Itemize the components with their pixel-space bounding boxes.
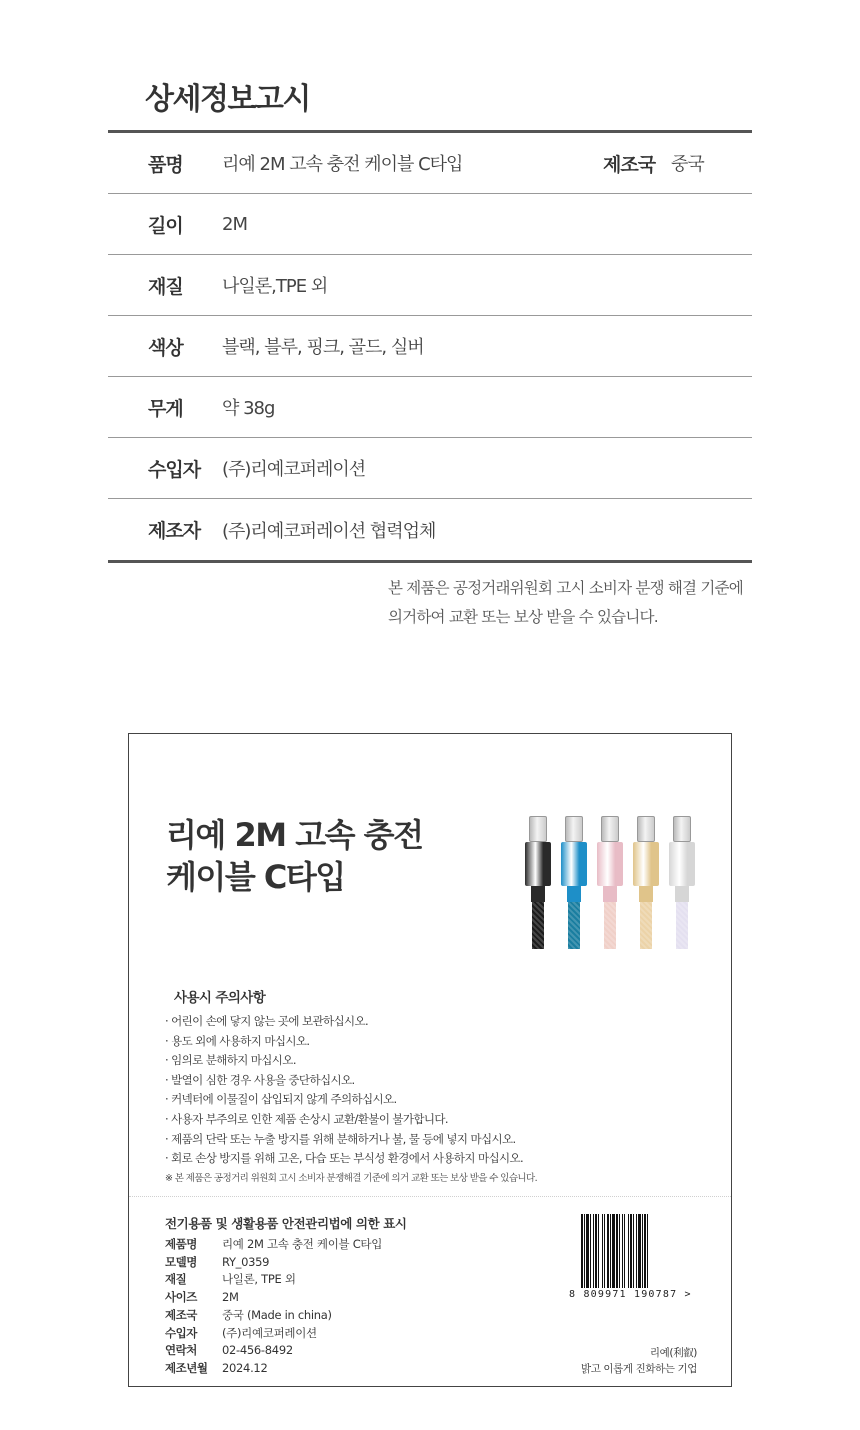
braided-cord: [568, 902, 580, 949]
info-label: 수입자: [148, 458, 201, 481]
safety-value: 리예 2M 고속 충전 케이블 C타입: [222, 1237, 383, 1251]
divider: [129, 1196, 731, 1197]
usb-c-tip: [601, 816, 619, 842]
info-row-importer: [108, 438, 752, 499]
package-label: [128, 733, 732, 1387]
connector-housing: [561, 842, 587, 886]
info-label: 재질: [148, 275, 183, 298]
connector-neck: [531, 886, 545, 902]
info-label: 제조자: [148, 520, 201, 542]
connector-neck: [567, 886, 581, 902]
caution-item: · 임의로 분해하지 마십시오.: [165, 1053, 296, 1068]
safety-row: [165, 1325, 407, 1343]
info-row-length: [108, 194, 752, 255]
cable-블루: [561, 814, 587, 949]
safety-key: 제조년월: [165, 1360, 208, 1375]
info-value: 중국: [671, 154, 704, 175]
connector-neck: [675, 886, 689, 902]
info-value: 2M: [222, 213, 247, 235]
safety-row: [165, 1254, 407, 1272]
consumer-notice-line: 본 제품은 공정거래위원회 고시 소비자 분쟁 해결 기준에: [388, 579, 743, 597]
usb-c-tip: [565, 816, 583, 842]
connector-housing: [633, 842, 659, 886]
caution-item: · 용도 외에 사용하지 마십시오.: [165, 1033, 310, 1048]
info-value: (주)리예코퍼레이션: [222, 459, 366, 480]
caution-item: · 회로 손상 방지를 위해 고온, 다습 또는 부식성 환경에서 사용하지 마십시오.: [165, 1151, 524, 1166]
caution-section: [165, 986, 705, 1188]
caution-note: ※ 본 제품은 공정거리 위원회 고시 소비자 분쟁해결 기준에 의거 교환 또는 보상 받을 수 있습니다.: [165, 1172, 538, 1184]
caution-item: · 제품의 단락 또는 누출 방지를 위해 분해하거나 불, 물 등에 넣지 마십시오.: [165, 1131, 516, 1146]
info-value: 나일론,TPE 외: [222, 276, 328, 297]
braided-cord: [604, 902, 616, 949]
braided-cord: [676, 902, 688, 949]
braided-cord: [532, 902, 544, 949]
cable-핑크: [597, 814, 623, 949]
safety-value: RY_0359: [222, 1254, 270, 1269]
safety-value: (주)리예코퍼레이션: [222, 1325, 317, 1340]
connector-housing: [525, 842, 551, 886]
caution-title: 사용시 주의사항: [174, 990, 266, 1006]
safety-value: 2M: [222, 1290, 239, 1305]
info-table: [108, 130, 752, 563]
cable-실버: [669, 814, 695, 949]
safety-key: 수입자: [165, 1325, 197, 1340]
safety-row: [165, 1289, 407, 1307]
info-value: (주)리예코퍼레이션 협력업체: [222, 520, 436, 542]
safety-key: 제품명: [165, 1237, 197, 1251]
safety-value: 중국 (Made in china): [222, 1307, 332, 1322]
company-name: 리예(利叡): [649, 1347, 697, 1359]
safety-key: 재질: [165, 1272, 187, 1287]
company-slogan: 밝고 이롭게 진화하는 기업: [581, 1363, 697, 1375]
usb-c-tip: [529, 816, 547, 842]
info-label: 길이: [148, 214, 183, 237]
safety-row: [165, 1271, 407, 1289]
safety-key: 연락처: [165, 1343, 197, 1358]
safety-value: 2024.12: [222, 1360, 268, 1375]
info-row-material: [108, 255, 752, 316]
info-label: 색상: [148, 336, 183, 359]
consumer-notice-line: 의거하여 교환 또는 보상 받을 수 있습니다.: [388, 608, 658, 626]
package-title: [166, 814, 423, 898]
package-title-line: 케이블 C타입: [166, 858, 345, 896]
info-row-product-name: [108, 133, 752, 194]
safety-row: [165, 1360, 407, 1378]
info-label: 제조국: [603, 153, 656, 176]
usb-c-tip: [637, 816, 655, 842]
info-row-manufacturer: [108, 499, 752, 560]
braided-cord: [640, 902, 652, 949]
page-title: 상세정보고시: [145, 82, 310, 117]
cable-product-image: [525, 814, 695, 949]
caution-item: · 어린이 손에 닿지 않는 곳에 보관하십시오.: [165, 1014, 369, 1028]
info-label: 품명: [148, 153, 183, 176]
info-value: 리예 2M 고속 충전 케이블 C타입: [222, 154, 463, 175]
safety-title: 전기용품 및 생활용품 안전관리법에 의한 표시: [165, 1216, 407, 1231]
safety-row: [165, 1342, 407, 1360]
info-row-color: [108, 316, 752, 377]
safety-key: 모델명: [165, 1254, 197, 1269]
cable-블랙: [525, 814, 551, 949]
barcode-icon: [581, 1214, 705, 1288]
caution-item: · 사용자 부주의로 인한 제품 손상시 교환/환불이 불가합니다.: [165, 1111, 448, 1126]
safety-value: 02-456-8492: [222, 1343, 293, 1358]
info-origin: [603, 150, 704, 177]
caution-item: · 발열이 심한 경우 사용을 중단하십시오.: [165, 1072, 355, 1087]
consumer-notice: [388, 574, 758, 632]
safety-value: 나일론, TPE 외: [222, 1272, 296, 1287]
safety-row: [165, 1236, 407, 1254]
connector-neck: [603, 886, 617, 902]
package-title-line: 리예 2M 고속 충전: [166, 816, 423, 854]
info-value: 블랙, 블루, 핑크, 골드, 실버: [222, 337, 424, 358]
safety-row: [165, 1307, 407, 1325]
cable-골드: [633, 814, 659, 949]
connector-housing: [669, 842, 695, 886]
info-label: 무게: [148, 397, 183, 420]
safety-key: 제조국: [165, 1307, 197, 1322]
usb-c-tip: [673, 816, 691, 842]
caution-item: · 커넥터에 이물질이 삽입되지 않게 주의하십시오.: [165, 1092, 397, 1107]
company-info: [581, 1345, 697, 1377]
info-value: 약 38g: [222, 398, 275, 419]
barcode: [569, 1214, 705, 1304]
barcode-number: 8 809971 190787 >: [569, 1289, 692, 1300]
connector-housing: [597, 842, 623, 886]
connector-neck: [639, 886, 653, 902]
info-row-weight: [108, 377, 752, 438]
safety-key: 사이즈: [165, 1290, 197, 1305]
safety-label-section: [165, 1214, 407, 1378]
